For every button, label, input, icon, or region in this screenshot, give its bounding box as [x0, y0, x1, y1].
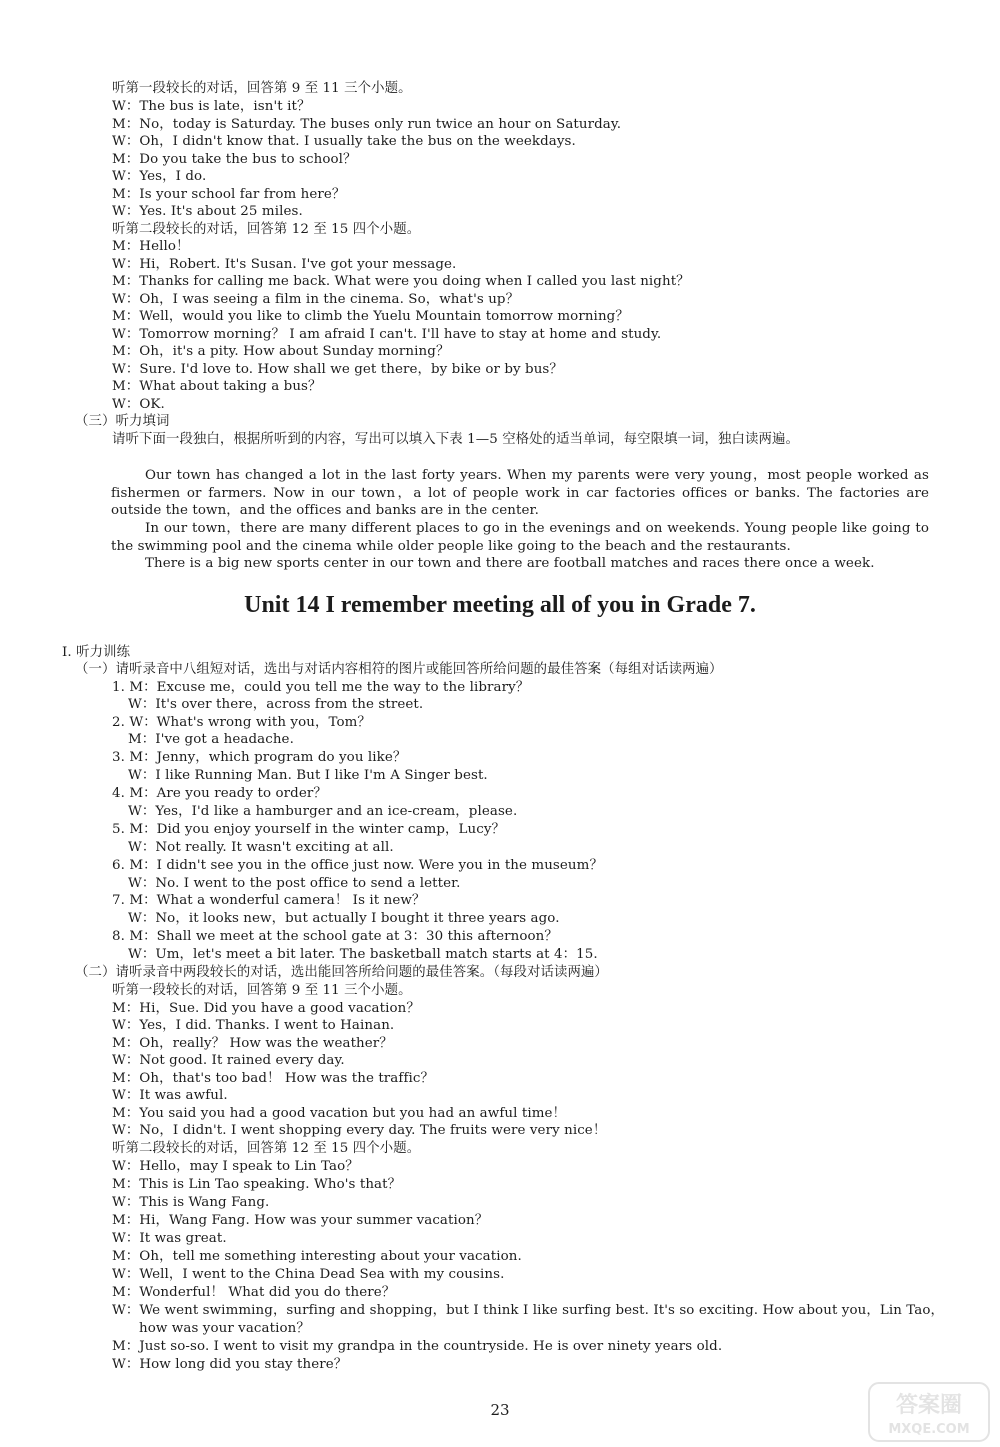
dialogue-heading: 听第二段较长的对话，回答第 12 至 15 四个小题。 — [112, 1141, 421, 1156]
dialogue-line: W：Well，I went to the China Dead Sea with my cousins. — [112, 1267, 505, 1282]
dialogue-line: 3. M：Jenny，which program do you like？ — [112, 750, 407, 765]
watermark-logo — [868, 1382, 990, 1442]
dialogue-line: W：Oh，I was seeing a film in the cinema. So，what's up？ — [112, 292, 520, 307]
dialogue-line: W：Hello，may I speak to Lin Tao？ — [112, 1159, 359, 1174]
dialogue-line: how was your vacation？ — [139, 1321, 310, 1336]
dialogue-line: W：Tomorrow morning？ I am afraid I can't. I'll have to stay at home and study. — [112, 327, 662, 342]
passage-paragraph: There is a big new sports center in our town and there are football matches and races there once a week. — [145, 556, 875, 571]
dialogue-line: M：Thanks for calling me back. What were you doing when I called you last night？ — [112, 274, 690, 289]
dialogue-line: M：Well，would you like to climb the Yuelu Mountain tomorrow morning？ — [112, 309, 629, 324]
dialogue-line: M：Is your school far from here？ — [112, 187, 346, 202]
dialogue-line: W：No，I didn't. I went shopping every day. The fruits were very nice！ — [112, 1123, 607, 1138]
unit-title: Unit 14 I remember meeting all of you in Grade 7. — [244, 592, 756, 618]
part-title: （二）请听录音中两段较长的对话，选出能回答所给问题的最佳答案。（每段对话读两遍） — [75, 965, 608, 980]
dialogue-line: W：This is Wang Fang. — [112, 1195, 270, 1210]
dialogue-line: 5. M：Did you enjoy yourself in the winter camp，Lucy？ — [112, 822, 506, 837]
dialogue-line: W：Not good. It rained every day. — [112, 1053, 345, 1068]
dialogue-line: 6. M：I didn't see you in the office just now. Were you in the museum？ — [112, 858, 603, 873]
dialogue-line: M：Oh，that's too bad！ How was the traffic？ — [112, 1071, 434, 1086]
passage-paragraph: Our town has changed a lot in the last forty years. When my parents were very young，most people worked as fishermen or farmers. Now in our town，a lot of people work in car factories offices or banks. The factories are outside the town，and the offices and banks are in the center. — [111, 468, 929, 518]
page-number: 23 — [490, 1401, 510, 1419]
dialogue-line: W：No，it looks new，but actually I bought it three years ago. — [128, 911, 560, 926]
dialogue-line: M：Hi，Sue. Did you have a good vacation？ — [112, 1001, 420, 1016]
part-title: （一）请听录音中八组短对话，选出与对话内容相符的图片或能回答所给问题的最佳答案（每组对话读两遍） — [75, 662, 723, 677]
dialogue-line: M：What about taking a bus？ — [112, 379, 322, 394]
dialogue-line: W：It was awful. — [112, 1088, 228, 1103]
dialogue-line: 7. M：What a wonderful camera！ Is it new？ — [112, 893, 426, 908]
dialogue-line: W：Oh，I didn't know that. I usually take the bus on the weekdays. — [112, 134, 576, 149]
dialogue-line: M：Do you take the bus to school？ — [112, 152, 357, 167]
dialogue-line: M：You said you had a good vacation but you had an awful time！ — [112, 1106, 567, 1121]
dialogue-line: M：Oh，it's a pity. How about Sunday morning？ — [112, 344, 450, 359]
dialogue-line: M：I've got a headache. — [128, 732, 294, 747]
dialogue-heading: 听第一段较长的对话，回答第 9 至 11 三个小题。 — [112, 983, 412, 998]
dialogue-line: M：No，today is Saturday. The buses only run twice an hour on Saturday. — [112, 117, 622, 132]
dialogue-line: W：OK. — [112, 397, 165, 412]
dialogue-line: W：Yes，I'd like a hamburger and an ice-cream，please. — [128, 804, 518, 819]
dialogue-line: W：Not really. It wasn't exciting at all. — [128, 840, 394, 855]
dialogue-line: M：Hello！ — [112, 239, 190, 254]
dialogue-line: M：This is Lin Tao speaking. Who's that？ — [112, 1177, 402, 1192]
part-title: （三）听力填词 — [75, 414, 170, 429]
dialogue-heading: 听第一段较长的对话，回答第 9 至 11 三个小题。 — [112, 81, 412, 96]
dialogue-line: M：Just so-so. I went to visit my grandpa in the countryside. He is over ninety years old. — [112, 1339, 723, 1354]
dialogue-line: M：Hi，Wang Fang. How was your summer vacation？ — [112, 1213, 489, 1228]
dialogue-line: W：Hi，Robert. It's Susan. I've got your message. — [112, 257, 457, 272]
dialogue-line: W：The bus is late，isn't it？ — [112, 99, 311, 114]
dialogue-line: W：Sure. I'd love to. How shall we get there，by bike or by bus？ — [112, 362, 563, 377]
dialogue-line: W：It's over there，across from the street. — [128, 697, 424, 712]
passage-paragraph: In our town，there are many different places to go in the evenings and on weekends. Young people like going to the swimming pool and the cinema while older people like going to the beach and the restaurants. — [111, 521, 929, 554]
dialogue-line: W：It was great. — [112, 1231, 227, 1246]
dialogue-line: M：Oh，really？ How was the weather？ — [112, 1036, 393, 1051]
dialogue-line: 1. M：Excuse me，could you tell me the way to the library？ — [112, 680, 530, 695]
dialogue-line: M：Wonderful！ What did you do there？ — [112, 1285, 396, 1300]
dialogue-line: M：Oh，tell me something interesting about your vacation. — [112, 1249, 522, 1264]
svg-text:答案圈: 答案圈 — [895, 1393, 963, 1418]
dialogue-line: W：Yes，I did. Thanks. I went to Hainan. — [112, 1018, 395, 1033]
dialogue-line: W：Um，let's meet a bit later. The basketball match starts at 4：15. — [128, 947, 598, 962]
dialogue-line: W：How long did you stay there？ — [112, 1357, 348, 1372]
dialogue-line: 2. W：What's wrong with you，Tom？ — [112, 715, 371, 730]
section-heading: Ⅰ. 听力训练 — [62, 645, 131, 660]
dialogue-line: 4. M：Are you ready to order？ — [112, 786, 327, 801]
dialogue-line: W：Yes，I do. — [112, 169, 207, 184]
dialogue-line: 8. M：Shall we meet at the school gate at 3：30 this afternoon？ — [112, 929, 558, 944]
dialogue-line: W：No. I went to the post office to send a letter. — [128, 876, 461, 891]
dialogue-line: W：Yes. It's about 25 miles. — [112, 204, 303, 219]
dialogue-heading: 听第二段较长的对话，回答第 12 至 15 四个小题。 — [112, 222, 421, 237]
dialogue-line: W：I like Running Man. But I like I'm A Singer best. — [128, 768, 488, 783]
svg-text:MXQE.COM: MXQE.COM — [888, 1422, 970, 1437]
dialogue-line: W：We went swimming，surfing and shopping，but I think I like surfing best. It's so exciting. How about you，Lin Tao， — [112, 1303, 945, 1318]
part-instructions: 请听下面一段独白，根据所听到的内容，写出可以填入下表 1—5 空格处的适当单词，每空限填一词，独白读两遍。 — [112, 432, 799, 447]
